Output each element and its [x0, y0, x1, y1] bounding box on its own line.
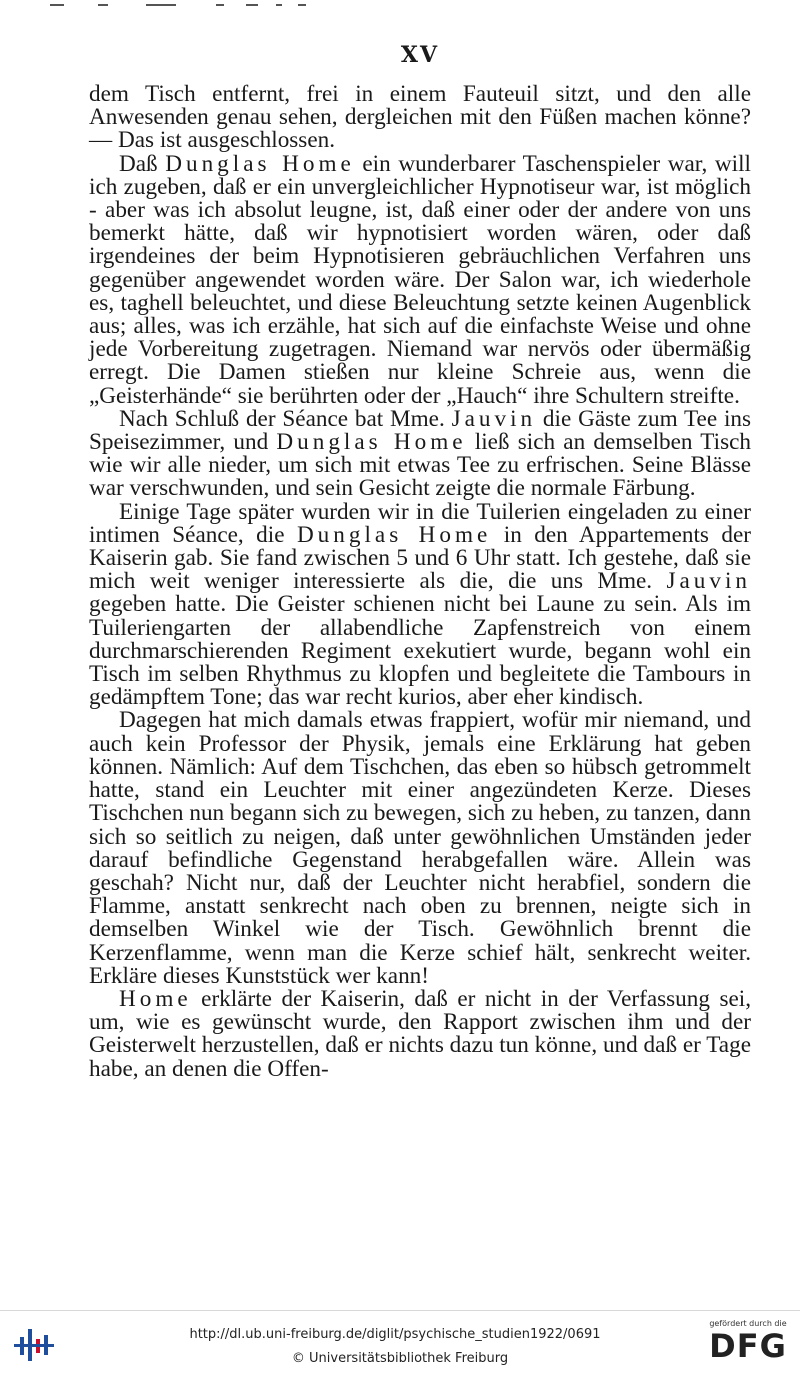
spaced-name: Jauvin: [666, 568, 751, 595]
dfg-logo-text: DFG: [709, 1327, 787, 1365]
spaced-name: Dunglas Home: [276, 429, 467, 456]
copyright-notice: © Universitätsbibliothek Freiburg: [291, 1351, 509, 1366]
spaced-name: Jauvin: [451, 405, 537, 432]
paragraph-6: Home erklärte der Kaiserin, daß er nicht in der Verfassung sei, um, wie es gewünscht wurde, den Rapport zwischen ihm und der Geisterwelt herzustellen, daß er nichts dazu tun könne, und daß er Tage habe, an denen die Offen-: [89, 985, 751, 1082]
page-body-text: [89, 83, 751, 1081]
scan-top-edge-marks: [50, 0, 310, 10]
paragraph-2: Daß Dunglas Home ein wunderbarer Taschenspieler war, will ich zugeben, daß er ein unvergleichlicher Hypnotiseur war, ist möglich - aber was ich absolut leugne, ist, daß einer oder der andere von uns bemerkt hätte, daß wir hypnotisiert worden wären, oder daß irgendeines der beim Hypnotisieren gebräuchlichen Verfahren uns gegenüber angewendet worden wäre. Der Salon war, ich wiederhole es, taghell beleuchtet, und diese Beleuchtung setzte keinen Augenblick aus; alles, was ich erzähle, hat sich auf die einfachste Weise und ohne jede Vorbereitung zugetragen. Niemand war nervös oder übermäßig erregt. Die Damen stießen nur kleine Schreie aus, wenn die „Geisterhände“ sie berührten oder der „Hauch“ ihre Schultern streifte.: [89, 150, 751, 409]
paragraph-1: dem Tisch entfernt, frei in einem Fauteuil sitzt, und den alle Anwesenden genau sehen, dergleichen mit den Füßen machen könne? — Das ist ausgeschlossen.: [89, 81, 751, 154]
paragraph-5: Dagegen hat mich damals etwas frappiert, wofür mir niemand, und auch kein Professor der Physik, jemals eine Erklärung hat geben können. Nämlich: Auf dem Tischchen, das eben so hübsch getrommelt hatte, stand ein Leuchter mit einer angezündeten Kerze. Dieses Tischchen nun begann sich zu bewegen, sich zu heben, zu tanzen, dann sich so seitlich zu neigen, daß unter gewöhnlichen Umständen jeder darauf befindliche Gegenstand herabgefallen wäre. Allein was geschah? Nicht nur, daß der Leuchter nicht herabfiel, sondern die Flamme, anstatt senkrecht nach oben zu brennen, neigte sich in demselben Winkel wie der Tisch. Gewöhnlich brennt die Kerzenflamme, wenn man die Kerze schief hält, senkrecht weiter. Erkläre dieses Kunststück wer kann!: [89, 707, 751, 989]
dfg-funding-caption: gefördert durch die: [709, 1319, 787, 1328]
permalink-url[interactable]: http://dl.ub.uni-freiburg.de/diglit/psychische_studien1922/0691: [189, 1327, 601, 1342]
footer-bar: [0, 1310, 800, 1373]
page-number: XV: [400, 42, 440, 68]
paragraph-4: Einige Tage später wurden wir in die Tuilerien eingeladen zu einer intimen Séance, die Dunglas Home in den Appartements der Kaiserin gab. Sie fand zwischen 5 und 6 Uhr statt. Ich gestehe, daß sie mich weit weniger interessierte als die, die uns Mme. Jauvin gegeben hatte. Die Geister schienen nicht bei Laune zu sein. Als im Tuileriengarten der allabendliche Zapfenstreich von einem durchmarschierenden Regiment exekutiert wurde, begann wohl ein Tisch im selben Rhythmus zu klopfen und begleitete die Tambours in gedämpftem Tone; das war recht kurios, aber eher kindisch.: [89, 498, 751, 711]
dfg-logo-icon: [706, 1319, 790, 1371]
spaced-name: Dunglas Home: [165, 150, 355, 177]
spaced-name: Home: [119, 985, 192, 1012]
paragraph-3: Nach Schluß der Séance bat Mme. Jauvin die Gäste zum Tee ins Speisezimmer, und Dunglas Home ließ sich an demselben Tisch wie wir alle nieder, um sich mit etwas Tee zu erfrischen. Seine Blässe war verschwunden, und sein Gesicht zeigte die normale Färbung.: [89, 405, 751, 502]
spaced-name: Dunglas Home: [296, 521, 492, 548]
